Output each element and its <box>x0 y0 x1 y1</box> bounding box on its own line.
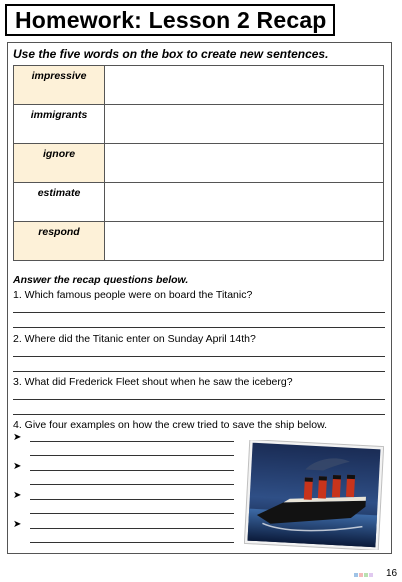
answer-line[interactable] <box>30 484 234 485</box>
answer-line[interactable] <box>30 470 234 471</box>
answer-line[interactable] <box>13 356 385 357</box>
question-3: 3. What did Frederick Fleet shout when he saw the iceberg? <box>13 376 293 388</box>
title-box <box>5 4 335 36</box>
recap-heading: Answer the recap questions below. <box>13 274 189 286</box>
sentence-answer-box[interactable] <box>105 105 384 144</box>
word-row <box>14 66 384 105</box>
worksheet-frame <box>7 42 392 554</box>
answer-line[interactable] <box>13 312 385 313</box>
bullet-arrow-icon: ➤ <box>13 490 22 501</box>
titanic-ship-image <box>244 440 384 550</box>
word-cell: estimate <box>14 183 105 222</box>
answer-line[interactable] <box>13 414 385 415</box>
question-4: 4. Give four examples on how the crew tried to save the ship below. <box>13 419 328 431</box>
word-row <box>14 183 384 222</box>
answer-line[interactable] <box>30 441 234 442</box>
word-row <box>14 105 384 144</box>
page-title: Homework: Lesson 2 Recap <box>15 6 327 33</box>
sentence-answer-box[interactable] <box>105 144 384 183</box>
question-2: 2. Where did the Titanic enter on Sunday April 14th? <box>13 333 256 345</box>
answer-line[interactable] <box>30 542 234 543</box>
answer-line[interactable] <box>30 528 234 529</box>
answer-line[interactable] <box>13 399 385 400</box>
word-cell: respond <box>14 222 105 261</box>
sentence-answer-box[interactable] <box>105 222 384 261</box>
page-number: 16 <box>386 568 398 579</box>
bullet-arrow-icon: ➤ <box>13 432 22 443</box>
answer-line[interactable] <box>30 499 234 500</box>
word-row <box>14 144 384 183</box>
answer-line[interactable] <box>13 327 385 328</box>
word-row <box>14 222 384 261</box>
word-table <box>13 65 384 261</box>
instruction-text: Use the five words on the box to create new sentences. <box>13 47 329 61</box>
publisher-logo-icon <box>354 572 376 578</box>
bullet-arrow-icon: ➤ <box>13 461 22 472</box>
answer-line[interactable] <box>30 455 234 456</box>
word-cell: ignore <box>14 144 105 183</box>
word-cell: immigrants <box>14 105 105 144</box>
sentence-answer-box[interactable] <box>105 183 384 222</box>
sentence-answer-box[interactable] <box>105 66 384 105</box>
answer-line[interactable] <box>13 371 385 372</box>
word-cell: impressive <box>14 66 105 105</box>
question-1: 1. Which famous people were on board the Titanic? <box>13 289 253 301</box>
bullet-arrow-icon: ➤ <box>13 519 22 530</box>
answer-line[interactable] <box>30 513 234 514</box>
